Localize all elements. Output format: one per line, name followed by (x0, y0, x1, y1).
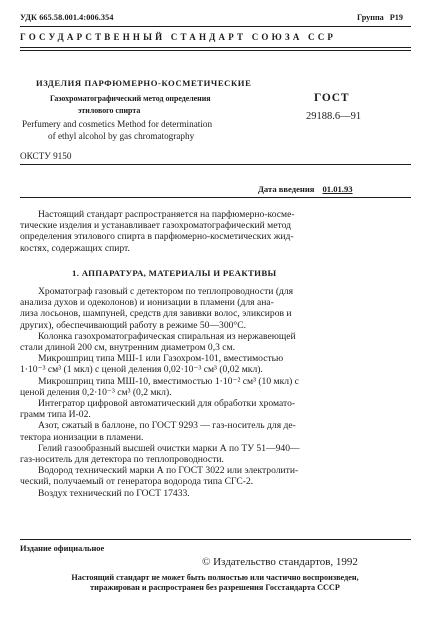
reproduction-notice (20, 573, 410, 594)
notice-line: Настоящий стандарт не может быть полностью или частично воспроизведен, (71, 573, 359, 582)
okstu-code: ОКСТУ 9150 (20, 151, 72, 161)
group-label: Группа (357, 13, 384, 22)
title-ru-sub-2: этилового спирта (78, 106, 141, 115)
section-line: Микрошприц типа МШ-10, вместимостью 1·10⁻² см³ (10 мкл) с (38, 375, 299, 387)
section-line: газ-носитель для детектора по теплопроводности. (20, 454, 224, 466)
title-en-1: Perfumery and cosmetics Method for determination (22, 119, 213, 129)
section-line: 1·10⁻³ см³ (1 мкл) с ценой деления 0,02·10⁻³ см³ (0,02 мкл). (20, 364, 263, 376)
footer-rule (20, 539, 411, 540)
section-line: анализа духов и одеколонов) и ионизации в пламени (для ана- (20, 297, 274, 309)
title-ru-main: ИЗДЕЛИЯ ПАРФЮМЕРНО-КОСМЕТИЧЕСКИЕ (36, 78, 252, 88)
section-line: грамм типа И-02. (20, 409, 91, 421)
section-heading: 1. АППАРАТУРА, МАТЕРИАЛЫ И РЕАКТИВЫ (72, 268, 277, 278)
section-line: Колонка газохроматографическая спиральная из нержавеющей (38, 330, 296, 342)
section-line: других), обеспечивающий работу в режиме 50—300°С. (20, 319, 247, 331)
header-rule-bottom-1 (20, 47, 411, 48)
group-value: Р19 (389, 13, 403, 22)
section-line: Хроматограф газовый с детектором по теплопроводности (для (38, 286, 294, 297)
standard-label: ГОСТ (314, 92, 350, 104)
section-line: Интегратор цифровой автоматический для обработки хромато- (38, 398, 296, 410)
edition-label: Издание официальное (20, 544, 105, 553)
section-line: Азот, сжатый в баллоне, по ГОСТ 9293 — газ-носитель для де- (38, 420, 296, 432)
section-line: Микрошприц типа МШ-1 или Газохром-101, вместимостью (38, 353, 284, 365)
group-code (357, 13, 403, 22)
intro-date-label: Дата введения (258, 184, 315, 194)
okstu-rule (20, 164, 411, 165)
title-en-2: of ethyl alcohol by gas chromatography (48, 131, 195, 141)
section-body (20, 286, 300, 499)
section-line: стали длиной 200 см, внутренним диаметром 0,3 см. (20, 342, 236, 354)
intro-line: определения этилового спирта в парфюмерно-косметических жид- (20, 231, 294, 243)
section-line: тектора ионизации в пламени. (20, 431, 144, 443)
intro-date (258, 184, 353, 194)
header-rule-top (20, 26, 411, 27)
intro-paragraph (20, 209, 295, 254)
section-line: ческий, получаемый от генератора водорода типа СГС-2. (20, 476, 254, 488)
header-rule-bottom-2 (20, 50, 411, 51)
section-line: Гелий газообразный высшей очистки марки А по ТУ 51—940— (38, 442, 300, 454)
standard-number: 29188.6—91 (306, 111, 362, 122)
intro-line: Настоящий стандарт распространяется на парфюмерно-космe- (38, 209, 295, 220)
section-line: Водород технический марки А по ГОСТ 3022 или электролити- (38, 465, 299, 477)
section-line: ценой деления 0,2·10⁻³ см³ (0,2 мкл). (20, 386, 172, 398)
section-line: Воздух технический по ГОСТ 17433. (38, 487, 190, 499)
state-standard-banner: ГОСУДАРСТВЕННЫЙ СТАНДАРТ СОЮЗА ССР (20, 32, 337, 42)
intro-date-value: 01.01.93 (322, 184, 353, 194)
section-line: лиза лосьонов, шампуней, средств для завивки волос, эликсиров и (20, 308, 292, 320)
copyright: © Издательство стандартов, 1992 (202, 556, 358, 568)
intro-line: костях, содержащих спирт. (20, 242, 130, 254)
date-rule (20, 197, 411, 198)
title-ru-sub-1: Газохроматографический метод определения (50, 94, 211, 103)
udk-code: УДК 665.58.001.4:006.354 (20, 13, 114, 22)
intro-line: тические изделия и устанавливает газохроматографический метод (20, 220, 291, 232)
notice-line: тиражирован и распространен без разрешения Госстандарта СССР (90, 583, 340, 593)
